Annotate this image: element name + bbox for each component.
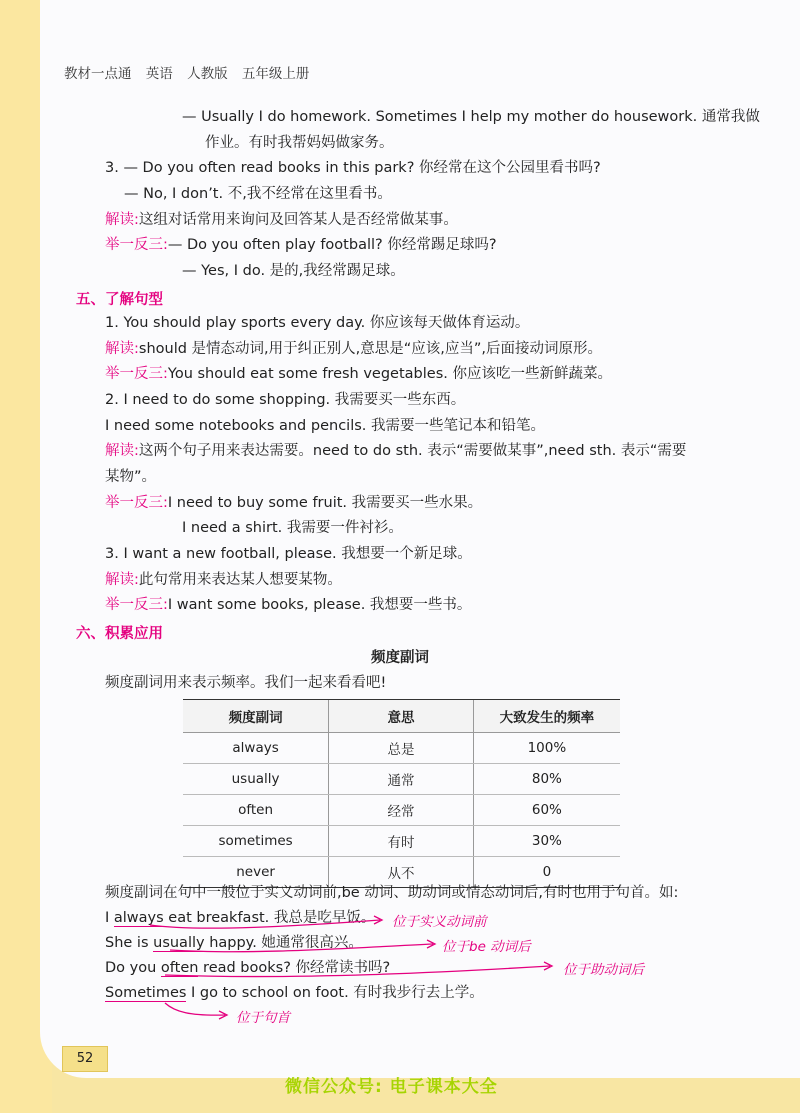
practice-label: 举一反三: (105, 495, 168, 511)
practice-text: You should eat some fresh vegetables. 你应该吃一些新鲜蔬菜。 (167, 366, 612, 382)
explain-text: 这组对话常用来询问及回答某人是否经常做某事。 (138, 212, 458, 228)
section-heading-6: 六、积累应用 (76, 626, 163, 642)
table-cell: 有时 (329, 826, 474, 857)
adverb-underlined: Sometimes (105, 985, 187, 1001)
table-cell: 30% (473, 826, 620, 857)
table-cell: sometimes (183, 826, 329, 857)
practice-label: 举一反三: (105, 237, 168, 253)
practice-line: — Yes, I do. 是的,我经常踢足球。 (182, 263, 405, 279)
dialog-line: — Usually I do homework. Sometimes I help my mother do housework. 通常我做 (182, 109, 760, 125)
example-text: read books? 你经常读书吗? (198, 960, 391, 976)
section-heading-5: 五、了解句型 (76, 292, 163, 308)
annotation-note-4: 位于句首 (236, 1010, 290, 1026)
explain-line: 某物”。 (105, 469, 157, 485)
adverb-underlined: often (160, 960, 199, 976)
sentence-line: 3. I want a new football, please. 我想要一个新足球。 (105, 546, 472, 562)
table-cell: 60% (473, 795, 620, 826)
column-header: 意思 (329, 700, 474, 733)
arrow-line-3 (165, 966, 550, 977)
practice-line: I need a shirt. 我需要一件衬衫。 (182, 520, 403, 536)
dialog-line: — No, I don’t. 不,我不经常在这里看书。 (124, 186, 392, 202)
table-cell: 从不 (329, 857, 474, 888)
example-text: eat breakfast. 我总是吃早饭。 (163, 910, 376, 926)
explain-label: 解读: (105, 443, 139, 459)
explain-text: should 是情态动词,用于纠正别人,意思是“应该,应当”,后面接动词原形。 (138, 341, 602, 357)
table-cell: 经常 (329, 795, 474, 826)
table-cell: often (183, 795, 329, 826)
example-text: I go to school on foot. 有时我步行去上学。 (186, 985, 484, 1001)
explain-label: 解读: (105, 572, 139, 588)
footer-watermark: 微信公众号: 电子课本大全 (285, 1077, 498, 1097)
table-cell: always (183, 733, 329, 764)
table-cell: 通常 (329, 764, 474, 795)
practice-text: I want some books, please. 我想要一些书。 (167, 597, 472, 613)
annotation-note-3: 位于助动词后 (563, 962, 644, 978)
position-rule: 频度副词在句中一般位于实义动词前,be 动词、助动词或情态动词后,有时也用于句首。如: (105, 885, 679, 901)
explain-text: 这两个句子用来表达需要。need to do sth. 表示“需要做某事”,need sth. 表示“需要 (138, 443, 687, 459)
annotation-note-2: 位于be 动词后 (442, 939, 531, 955)
sentence-line: 1. You should play sports every day. 你应该每天做体育运动。 (105, 315, 530, 331)
header-grade: 五年级上册 (241, 66, 310, 82)
table-cell: 80% (473, 764, 620, 795)
table-cell: 100% (473, 733, 620, 764)
table-cell: usually (183, 764, 329, 795)
practice-label: 举一反三: (105, 366, 168, 382)
explain-text: 此句常用来表达某人想要某物。 (138, 572, 342, 588)
arrow-line-2 (170, 944, 433, 952)
table-title: 频度副词 (371, 650, 429, 666)
table-intro: 频度副词用来表示频率。我们一起来看看吧! (105, 675, 387, 691)
explain-label: 解读: (105, 212, 139, 228)
column-header: 大致发生的频率 (473, 700, 620, 733)
annotation-note-1: 位于实义动词前 (392, 914, 487, 930)
adverb-underlined: always (113, 910, 164, 926)
adverb-underlined: usually (153, 935, 205, 951)
table-cell: 0 (473, 857, 620, 888)
example-text: Do you (105, 960, 161, 976)
practice-text: I need to buy some fruit. 我需要买一些水果。 (167, 495, 483, 511)
table-cell: never (183, 857, 329, 888)
header-edition: 人教版 (187, 66, 228, 82)
table-cell: 总是 (329, 733, 474, 764)
practice-label: 举一反三: (105, 597, 168, 613)
dialog-line: 作业。有时我帮妈妈做家务。 (205, 135, 394, 151)
explain-label: 解读: (105, 341, 139, 357)
header-book: 教材一点通 (64, 66, 132, 82)
sentence-line: I need some notebooks and pencils. 我需要一些笔记本和铅笔。 (105, 418, 545, 434)
practice-text: — Do you often play football? 你经常踢足球吗? (167, 237, 497, 253)
example-text: happy. 她通常很高兴。 (204, 935, 363, 951)
dialog-line: 3. — Do you often read books in this park? 你经常在这个公园里看书吗? (105, 160, 601, 176)
example-text: I (105, 910, 114, 926)
example-text: She is (105, 935, 154, 951)
column-header: 频度副词 (183, 700, 329, 733)
header-subject: 英语 (145, 66, 173, 82)
page-number: 52 (62, 1046, 108, 1072)
arrow-line-1 (150, 920, 380, 928)
sentence-line: 2. I need to do some shopping. 我需要买一些东西。 (105, 392, 466, 408)
arrow-line-4 (165, 1003, 225, 1015)
